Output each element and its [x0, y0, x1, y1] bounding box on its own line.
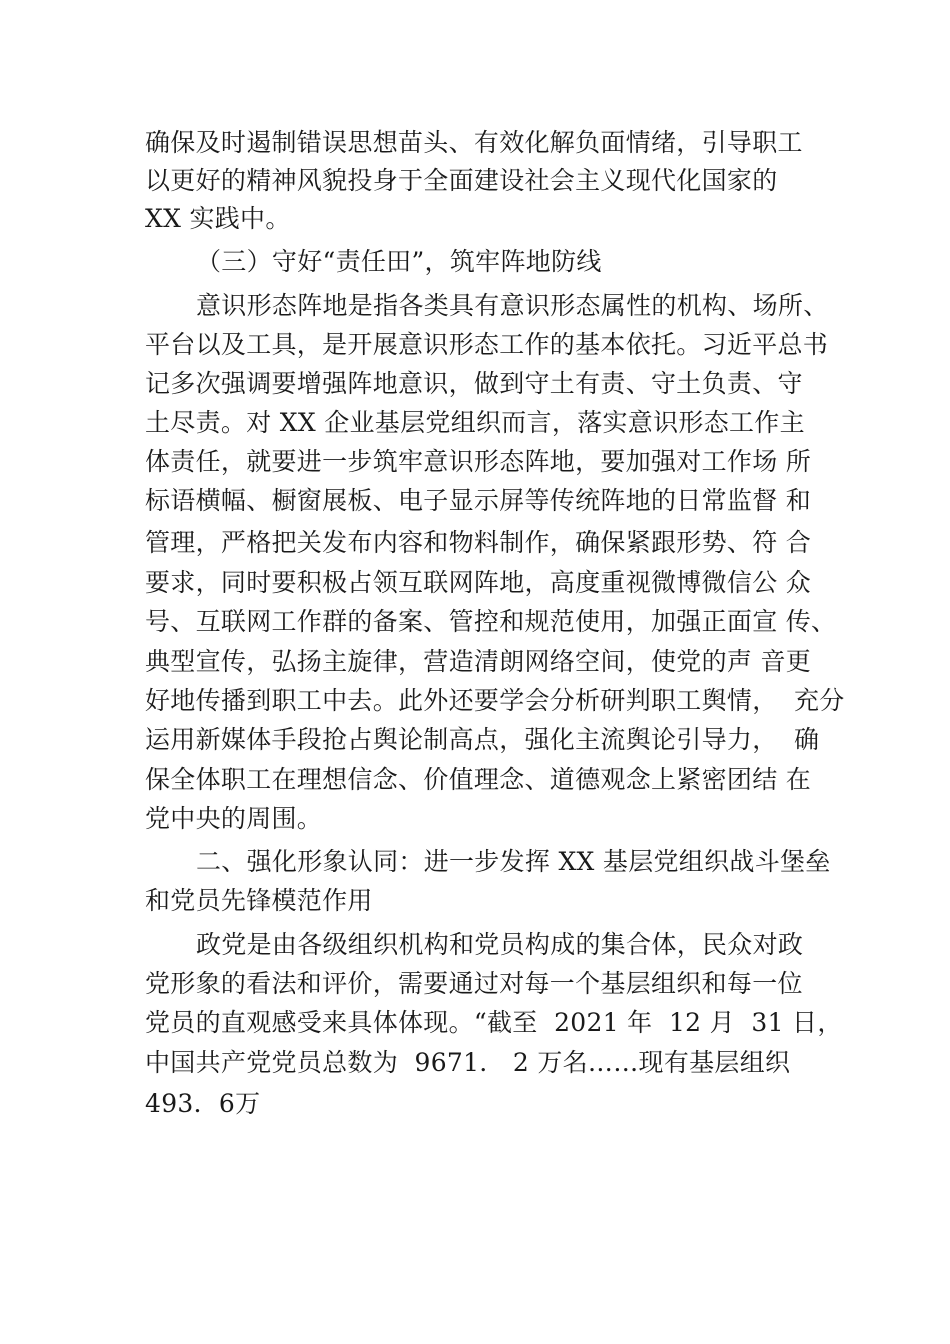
- body-text-line: 记多次强调要增强阵地意识，做到守土有责、守土负责、守: [145, 369, 803, 398]
- body-text-line: 标语横幅、橱窗展板、电子显示屏等传统阵地的日常监督 和: [145, 486, 812, 515]
- body-text-line: 运用新媒体手段抢占舆论制高点，强化主流舆论引导力， 确: [145, 725, 820, 754]
- body-text-line: 平台以及工具，是开展意识形态工作的基本依托。习近平总书: [145, 330, 829, 359]
- chapter-heading-continuation: 和党员先锋模范作用: [145, 886, 373, 915]
- body-text-line: 体责任，就要进一步筑牢意识形态阵地，要加强对工作场 所: [145, 447, 812, 476]
- body-text-line: 以更好的精神风貌投身于全面建设社会主义现代化国家的: [145, 166, 778, 195]
- body-text-line: 党员的直观感受来具体体现。“截至 2021 年 12 月 31 日，: [145, 1008, 843, 1037]
- body-text-line: 要求，同时要积极占领互联网阵地，高度重视微博微信公 众: [145, 568, 812, 597]
- body-text-line: 政党是由各级组织机构和党员构成的集合体，民众对政: [196, 930, 804, 959]
- body-text-line: 土尽责。对 XX 企业基层党组织而言，落实意识形态工作主: [145, 408, 805, 437]
- body-text-line: 党中央的周围。: [145, 804, 323, 833]
- body-text-line: 管理，严格把关发布内容和物料制作，确保紧跟形势、符 合: [145, 528, 812, 557]
- body-text-line: 号、互联网工作群的备案、管控和规范使用，加强正面宣 传、: [145, 607, 837, 636]
- section-heading: （三）守好“责任田”，筑牢阵地防线: [196, 247, 602, 276]
- body-text-line: XX 实践中。: [145, 204, 291, 233]
- body-text-line: 典型宣传，弘扬主旋律，营造清朗网络空间，使党的声 音更: [145, 647, 812, 676]
- body-text-line: 中国共产党党员总数为 9671． 2 万名……现有基层组织: [145, 1048, 791, 1077]
- body-text-line: 493．6万: [145, 1089, 261, 1118]
- body-text-line: 确保及时遏制错误思想苗头、有效化解负面情绪，引导职工: [145, 128, 803, 157]
- chapter-heading: 二、强化形象认同：进一步发挥 XX 基层党组织战斗堡垒: [196, 847, 831, 876]
- body-text-line: 意识形态阵地是指各类具有意识形态属性的机构、场所、: [196, 291, 829, 320]
- body-text-line: 好地传播到职工中去。此外还要学会分析研判职工舆情， 充分: [145, 686, 845, 715]
- body-text-line: 保全体职工在理想信念、价值理念、道德观念上紧密团结 在: [145, 765, 812, 794]
- body-text-line: 党形象的看法和评价，需要通过对每一个基层组织和每一位: [145, 969, 803, 998]
